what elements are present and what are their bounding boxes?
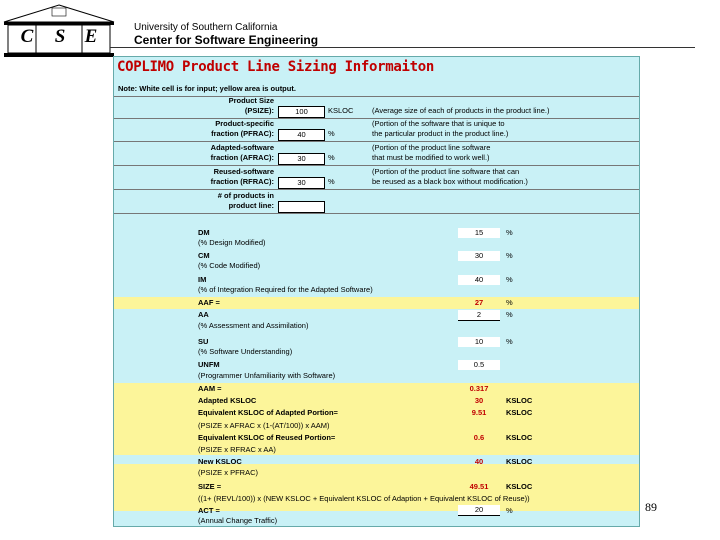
psize-input[interactable]: 100	[278, 106, 325, 118]
aaf-row	[114, 297, 639, 309]
center-name: Center for Software Engineering	[134, 33, 319, 47]
afrac-desc-2: that must be modified to work well.)	[372, 153, 490, 162]
eq-reused-value: 0.6	[473, 433, 485, 442]
page-number: 89	[645, 500, 657, 514]
new-ksloc-formula: (PSIZE x PFRAC)	[198, 468, 259, 477]
su-unit: %	[506, 337, 513, 346]
dm-input[interactable]: 15	[458, 228, 500, 238]
act-sub: (Annual Change Traffic)	[198, 516, 278, 525]
afrac-desc-1: (Portion of the product line software	[372, 143, 491, 152]
logo-letter-s: S	[54, 26, 66, 47]
header-divider	[110, 47, 695, 48]
rfrac-label-2: fraction (RFRAC):	[210, 177, 274, 186]
cm-unit: %	[506, 251, 513, 260]
size-value: 49.51	[469, 482, 489, 491]
products-label-1: # of products in	[217, 191, 274, 200]
eq-reused-unit: KSLOC	[506, 433, 533, 442]
university-name: University of Southern California	[134, 22, 278, 33]
unfm-label: UNFM	[198, 360, 220, 369]
unfm-input[interactable]: 0.5	[458, 360, 500, 370]
products-input[interactable]	[278, 201, 325, 213]
aa-unit: %	[506, 310, 513, 319]
pfrac-label-2: fraction (PFRAC):	[211, 129, 274, 138]
aa-input[interactable]: 2	[458, 310, 500, 321]
size-formula: ((1+ (REVL/100)) x (NEW KSLOC + Equivalent KSLOC of Adaption + Equivalent KSLOC of Reuse))	[198, 494, 530, 503]
rfrac-unit: %	[328, 177, 335, 186]
eq-reused-formula: (PSIZE x RFRAC x AA)	[198, 445, 276, 454]
new-ksloc-value: 40	[474, 457, 484, 466]
pfrac-label-1: Product-specific	[215, 119, 274, 128]
pfrac-unit: %	[328, 129, 335, 138]
size-label: SIZE =	[198, 482, 222, 491]
aaf-unit: %	[506, 298, 513, 307]
logo-letter-e: E	[84, 26, 98, 47]
output-area	[114, 383, 639, 511]
su-input[interactable]: 10	[458, 337, 500, 347]
eq-adapted-unit: KSLOC	[506, 408, 533, 417]
su-sub: (% Software Understanding)	[198, 347, 293, 356]
sheet-title: COPLIMO Product Line Sizing Informaiton	[117, 59, 435, 75]
aa-label: AA	[198, 310, 209, 319]
act-label: ACT =	[198, 506, 220, 515]
im-label: IM	[198, 275, 207, 284]
psize-unit: KSLOC	[328, 106, 354, 115]
eq-reused-label: Equivalent KSLOC of Reused Portion=	[198, 433, 336, 442]
su-label: SU	[198, 337, 209, 346]
adapted-ksloc-unit: KSLOC	[506, 396, 533, 405]
afrac-label-2: fraction (AFRAC):	[210, 153, 274, 162]
sheet-note: Note: White cell is for input; yellow area is output.	[118, 84, 296, 93]
size-unit: KSLOC	[506, 482, 533, 491]
afrac-input[interactable]: 30	[278, 153, 325, 165]
psize-desc: (Average size of each of products in the product line.)	[372, 106, 550, 115]
rfrac-input[interactable]: 30	[278, 177, 325, 189]
rfrac-desc-1: (Portion of the product line software that can	[372, 167, 520, 176]
spreadsheet	[113, 56, 640, 527]
pfrac-input[interactable]: 40	[278, 129, 325, 141]
act-unit: %	[506, 506, 513, 515]
im-sub: (% of Integration Required for the Adapted Software)	[198, 285, 373, 294]
im-input[interactable]: 40	[458, 275, 500, 285]
dm-label: DM	[198, 228, 210, 237]
dm-sub: (% Design Modified)	[198, 238, 266, 247]
pfrac-desc-1: (Portion of the software that is unique to	[372, 119, 505, 128]
afrac-label-1: Adapted-software	[210, 143, 274, 152]
new-ksloc-label: New KSLOC	[198, 457, 242, 466]
cm-label: CM	[198, 251, 210, 260]
aam-label: AAM =	[198, 384, 222, 393]
pfrac-desc-2: the particular product in the product line.)	[372, 129, 509, 138]
unfm-sub: (Programmer Unfamiliarity with Software)	[198, 371, 336, 380]
rfrac-label-1: Reused-software	[213, 167, 274, 176]
psize-label-2: (PSIZE):	[244, 106, 274, 115]
cse-logo	[2, 4, 116, 60]
adapted-ksloc-label: Adapted KSLOC	[198, 396, 257, 405]
new-ksloc-unit: KSLOC	[506, 457, 533, 466]
products-label-2: product line:	[228, 201, 274, 210]
eq-adapted-value: 9.51	[471, 408, 487, 417]
aaf-value: 27	[474, 298, 484, 307]
act-input[interactable]: 20	[458, 505, 500, 516]
cm-input[interactable]: 30	[458, 251, 500, 261]
rfrac-desc-2: be reused as a black box without modification.)	[372, 177, 528, 186]
dm-unit: %	[506, 228, 513, 237]
cm-sub: (% Code Modified)	[198, 261, 261, 270]
logo-letter-c: C	[20, 26, 34, 47]
psize-label-1: Product Size	[228, 96, 274, 105]
eq-adapted-label: Equivalent KSLOC of Adapted Portion=	[198, 408, 338, 417]
eq-adapted-formula: (PSIZE x AFRAC x (1-(AT/100)) x AAM)	[198, 421, 330, 430]
aaf-label: AAF =	[198, 298, 220, 307]
adapted-ksloc-value: 30	[474, 396, 484, 405]
im-unit: %	[506, 275, 513, 284]
aam-value: 0.317	[469, 384, 489, 393]
afrac-unit: %	[328, 153, 335, 162]
aa-sub: (% Assessment and Assimilation)	[198, 321, 309, 330]
